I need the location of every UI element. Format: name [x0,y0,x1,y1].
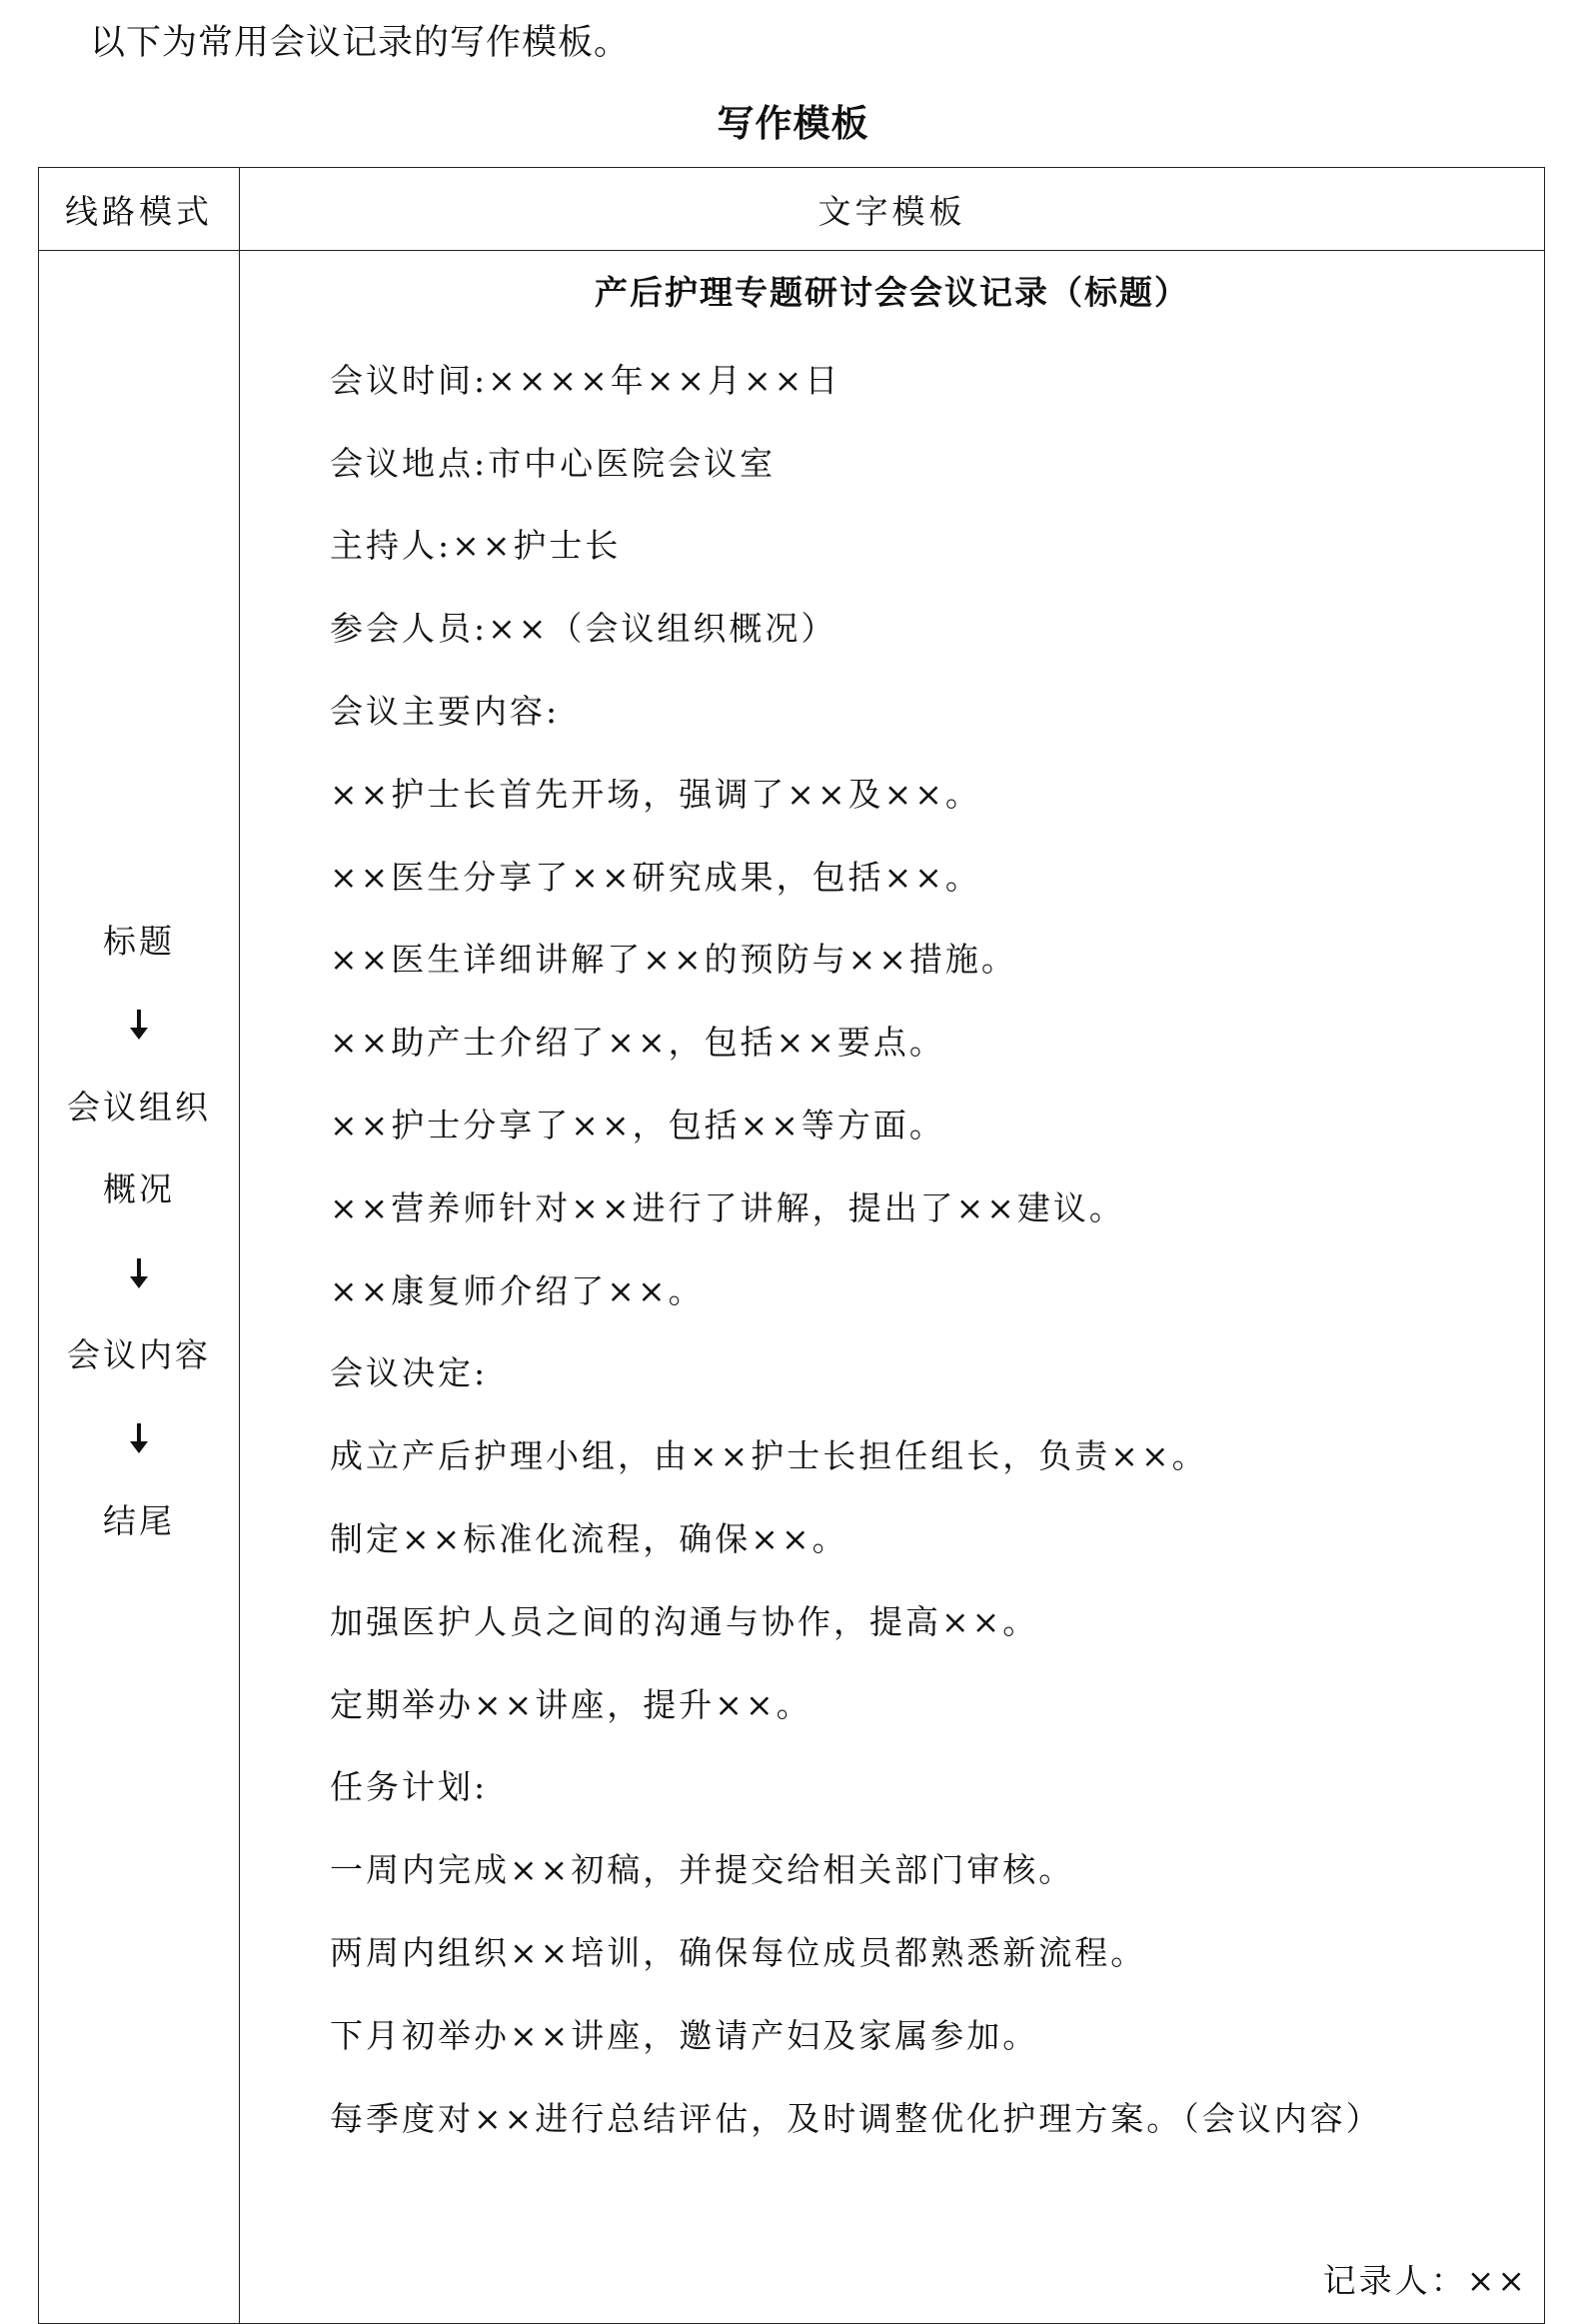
template-line: 定期举办××讲座，提升××。 [330,1684,812,1724]
down-arrow-icon [39,1397,239,1480]
template-line: ××助产士介绍了××，包括××要点。 [330,1023,945,1063]
template-line: 加强医护人员之间的沟通与协作，提高××。 [330,1601,1039,1641]
flow-column [39,251,240,2324]
template-line-decisions-heading: 会议决定: [330,1353,489,1393]
template-line: 两周内组织××培训，确保每位成员都熟悉新流程。 [330,1932,1147,1972]
template-line: ××护士分享了××，包括××等方面。 [330,1105,945,1145]
template-line: ××医生分享了××研究成果，包括××。 [330,857,981,897]
template-line-main-content-heading: 会议主要内容: [330,691,561,731]
template-line: 下月初举办××讲座，邀请产妇及家属参加。 [330,2015,1039,2055]
header-text-template: 文字模板 [240,168,1545,251]
template-line-time: 会议时间:××××年××月××日 [330,360,841,400]
template-line: ××康复师介绍了××。 [330,1270,705,1310]
template-line: 制定××标准化流程，确保××。 [330,1518,848,1558]
flow-diagram [39,251,239,1562]
flow-step-ending: 结尾 [103,1500,175,1540]
document-title: 写作模板 [717,101,869,145]
template-line-attendees: 参会人员:××（会议组织概况） [330,609,837,649]
intro-text: 以下为常用会议记录的写作模板。 [90,23,631,63]
down-arrow-icon [39,984,239,1067]
template-title: 产后护理专题研讨会会议记录（标题） [595,273,1189,312]
template-line: 每季度对××进行总结评估，及时调整优化护理方案。（会议内容） [330,2098,1382,2138]
table-header-row [39,168,1545,251]
template-line: ××护士长首先开场，强调了××及××。 [330,774,981,814]
template-line: 成立产后护理小组，由××护士长担任组长，负责××。 [330,1436,1208,1476]
header-route-mode: 线路模式 [39,168,240,251]
template-recorder: 记录人：×× [1322,2261,1528,2300]
template-line: 一周内完成××初稿，并提交给相关部门审核。 [330,1850,1075,1890]
template-line-location: 会议地点:市中心医院会议室 [330,443,777,483]
template-line: ××营养师针对××进行了讲解，提出了××建议。 [330,1187,1125,1227]
template-line: ××医生详细讲解了××的预防与××措施。 [330,940,1017,980]
template-content [240,251,1544,2316]
down-arrow-icon [39,1231,239,1314]
table-body-row [39,251,1545,2324]
flow-step-organization: 会议组织 [67,1087,211,1127]
template-table [38,167,1545,2324]
template-column [240,251,1545,2324]
template-line-tasks-heading: 任务计划: [330,1767,489,1807]
flow-step-title: 标题 [103,922,175,961]
flow-step-overview: 概况 [103,1169,175,1209]
flow-step-content: 会议内容 [67,1334,211,1374]
template-line-host: 主持人:××护士长 [330,526,622,566]
